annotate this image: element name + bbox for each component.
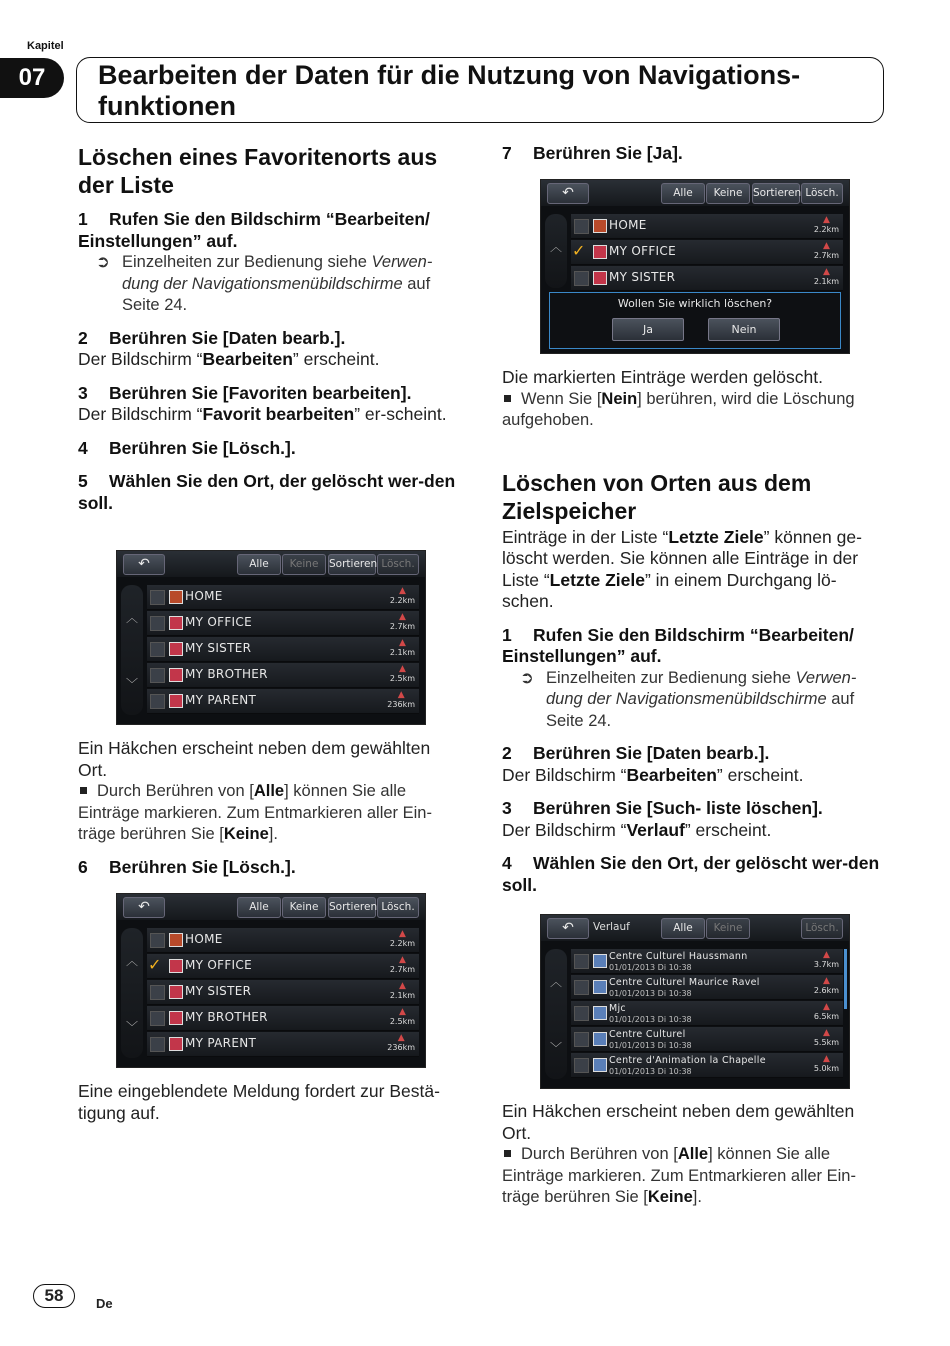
scroll-control[interactable]: [545, 949, 567, 1079]
right-column-mid: [502, 367, 887, 896]
history-title: Verlauf: [593, 921, 630, 933]
favorite-icon: [593, 271, 607, 285]
right-column-bottom: [502, 1101, 887, 1209]
flag-icon: [593, 1058, 607, 1072]
arrow-icon: ➲: [96, 253, 110, 271]
keine-button[interactable]: Keine: [706, 183, 750, 204]
paragraph-checkmark-2: Ein Häkchen erscheint neben dem gewählten Ort.: [502, 1101, 855, 1143]
losch-button[interactable]: Lösch.: [377, 897, 419, 918]
list-item[interactable]: MY PARENT ▲ 236km: [147, 1032, 419, 1057]
home-icon: [169, 590, 183, 604]
keine-button[interactable]: Keine: [282, 897, 326, 918]
list-item[interactable]: MY BROTHER ▲ 2.5km: [147, 663, 419, 688]
nav-screen-history: [540, 914, 850, 1089]
favorite-icon: [169, 642, 183, 656]
favorite-icon: [169, 1037, 183, 1051]
checkmark-icon: ✓: [572, 241, 586, 260]
favorite-icon: [169, 985, 183, 999]
back-button[interactable]: ↶: [123, 897, 165, 918]
flag-icon: [593, 980, 607, 994]
chevron-up-icon[interactable]: ︿: [125, 954, 138, 968]
note-r1: ➲ Einzelheiten zur Bedienung siehe Verwen-dung der Navigationsmenübildschirme auf Seite 24.: [520, 668, 857, 730]
section-title-history: Löschen von Orten aus dem Zielspeicher: [502, 469, 812, 524]
history-item[interactable]: Mjc 01/01/2013 Di 10:38 ▲ 6.5km: [571, 1001, 843, 1026]
favorite-icon: [169, 668, 183, 682]
sortieren-button[interactable]: Sortieren: [752, 183, 800, 204]
losch-button[interactable]: Lösch.: [801, 918, 843, 939]
chevron-down-icon[interactable]: ﹀: [125, 1020, 138, 1034]
alle-button[interactable]: Alle: [661, 918, 705, 939]
step-1: 1 Rufen Sie den Bildschirm “Bearbeiten/ Einstellungen” auf.: [78, 209, 430, 251]
step-3: 3 Berühren Sie [Favoriten bearbeiten].: [78, 382, 412, 403]
chapter-label: Kapitel: [27, 40, 64, 52]
list-item[interactable]: MY BROTHER ▲ 2.5km: [147, 1006, 419, 1031]
scrollbar[interactable]: [844, 949, 847, 1009]
step-r4: 4 Wählen Sie den Ort, der gelöscht wer-den soll.: [502, 853, 880, 895]
list-item[interactable]: MY PARENT ▲ 236km: [147, 689, 419, 714]
dialog-message: Wollen Sie wirklich löschen?: [617, 297, 773, 310]
scroll-control[interactable]: [121, 928, 143, 1058]
step-4: 4 Berühren Sie [Lösch.].: [78, 437, 296, 458]
favorite-icon: [593, 245, 607, 259]
section-title-favorites: Löschen eines Favoritenorts aus der Liste: [78, 144, 438, 198]
step-6: 6 Berühren Sie [Lösch.].: [78, 856, 296, 877]
step-r1: 1 Rufen Sie den Bildschirm “Bearbeiten/ Einstellungen” auf.: [502, 624, 854, 666]
step-5: 5 Wählen Sie den Ort, der gelöscht wer-den soll.: [78, 471, 456, 513]
keine-button[interactable]: Keine: [282, 554, 326, 575]
step-r3: 3 Berühren Sie [Such- liste löschen].: [502, 798, 823, 818]
scroll-control[interactable]: [121, 585, 143, 715]
scroll-control[interactable]: [545, 214, 567, 288]
list-item[interactable]: MY SISTER ▲ 2.1km: [147, 637, 419, 662]
back-button[interactable]: ↶: [123, 554, 165, 575]
note-1: ➲ Einzelheiten zur Bedienung siehe Verwen-dung der Navigationsmenübildschirme auf Seite 24.: [96, 253, 433, 314]
chevron-up-icon[interactable]: ︿: [125, 611, 138, 625]
home-icon: [169, 933, 183, 947]
list-item[interactable]: HOME ▲ 2.2km: [571, 214, 843, 239]
screen-toolbar: [541, 180, 849, 206]
left-column: [78, 143, 463, 514]
flag-icon: [593, 1032, 607, 1046]
alle-button[interactable]: Alle: [237, 554, 281, 575]
nav-screen-select: [116, 550, 426, 725]
losch-button[interactable]: Lösch.: [377, 554, 419, 575]
screen-toolbar: [541, 915, 849, 941]
favorite-icon: [169, 1011, 183, 1025]
list-item[interactable]: ✓ MY OFFICE ▲ 2.7km: [571, 240, 843, 265]
losch-button[interactable]: Lösch.: [801, 183, 843, 204]
history-item[interactable]: Centre d'Animation la Chapelle 01/01/2013 Di 10:38 ▲ 5.0km: [571, 1053, 843, 1078]
chevron-up-icon[interactable]: ︿: [549, 975, 562, 989]
list-item[interactable]: HOME ▲ 2.2km: [147, 585, 419, 610]
chevron-down-icon[interactable]: ﹀: [549, 1041, 562, 1055]
paragraph-checkmark: Ein Häkchen erscheint neben dem gewählten Ort.: [78, 738, 431, 780]
nav-screen-checked: [116, 893, 426, 1068]
screen-toolbar: [117, 551, 425, 577]
sortieren-button[interactable]: Sortieren: [328, 554, 376, 575]
list-item[interactable]: MY SISTER ▲ 2.1km: [571, 266, 843, 291]
home-icon: [593, 219, 607, 233]
left-column-bottom: [78, 1081, 463, 1124]
no-button[interactable]: Nein: [708, 318, 780, 341]
alle-button[interactable]: Alle: [237, 897, 281, 918]
history-item[interactable]: Centre Culturel Maurice Ravel 01/01/2013 Di 10:38 ▲ 2.6km: [571, 975, 843, 1000]
step-2: 2 Berühren Sie [Daten bearb.].: [78, 327, 346, 348]
step-2-body: Der Bildschirm “Bearbeiten” erscheint.: [78, 349, 380, 369]
chapter-number: 07: [0, 58, 64, 98]
chevron-down-icon[interactable]: ﹀: [125, 677, 138, 691]
step-7: 7 Berühren Sie [Ja].: [502, 143, 683, 163]
favorite-icon: [169, 694, 183, 708]
paragraph-deleted: Die markierten Einträge werden gelöscht.: [502, 367, 823, 387]
confirm-dialog: [549, 292, 841, 349]
right-column-top: [502, 143, 887, 165]
alle-button[interactable]: Alle: [661, 183, 705, 204]
bullet-alle: Durch Berühren von [Alle] können Sie alle Einträge markieren. Zum Entmarkieren aller Ein-träge berühren Sie [Keine].: [78, 782, 432, 843]
bullet-alle-2: Durch Berühren von [Alle] können Sie alle Einträge markieren. Zum Entmarkieren aller Ein-träge berühren Sie [Keine].: [502, 1145, 856, 1206]
step-r3-body: Der Bildschirm “Verlauf” erscheint.: [502, 819, 772, 840]
history-item[interactable]: Centre Culturel 01/01/2013 Di 10:38 ▲ 5.5km: [571, 1027, 843, 1052]
favorite-icon: [169, 616, 183, 630]
step-r2: 2 Berühren Sie [Daten bearb.].: [502, 743, 770, 763]
list-item[interactable]: ✓ MY OFFICE ▲ 2.7km: [147, 954, 419, 979]
paragraph-intro: Einträge in der Liste “Letzte Ziele” können ge-löscht werden. Sie können alle Einträge in der Liste “Letzte Ziele” in einem Durchgang lö-schen.: [502, 526, 862, 611]
back-button[interactable]: ↶: [547, 918, 589, 939]
yes-button[interactable]: Ja: [612, 318, 684, 341]
arrow-icon: ➲: [520, 668, 534, 687]
language-code: De: [96, 1296, 113, 1311]
screen-toolbar: [117, 894, 425, 920]
step-3-body: Der Bildschirm “Favorit bearbeiten” er-scheint.: [78, 404, 447, 424]
back-button[interactable]: ↶: [547, 183, 589, 204]
step-r2-body: Der Bildschirm “Bearbeiten” erscheint.: [502, 764, 804, 785]
chevron-up-icon[interactable]: ︿: [549, 240, 562, 254]
history-item[interactable]: Centre Culturel Haussmann 01/01/2013 Di 10:38 ▲ 3.7km: [571, 949, 843, 974]
favorite-icon: [169, 959, 183, 973]
list-item[interactable]: MY OFFICE ▲ 2.7km: [147, 611, 419, 636]
page-number: 58: [33, 1284, 75, 1308]
left-column-lower: [78, 738, 463, 878]
page-title: Bearbeiten der Daten für die Nutzung von Navigations-funktionen: [98, 60, 801, 121]
flag-icon: [593, 1006, 607, 1020]
nav-screen-dialog: [540, 179, 850, 354]
paragraph-confirm: Eine eingeblendete Meldung fordert zur Bestä-tigung auf.: [78, 1081, 440, 1123]
list-item[interactable]: MY SISTER ▲ 2.1km: [147, 980, 419, 1005]
list-item[interactable]: HOME ▲ 2.2km: [147, 928, 419, 953]
sortieren-button[interactable]: Sortieren: [328, 897, 376, 918]
keine-button[interactable]: Keine: [706, 918, 750, 939]
checkmark-icon: ✓: [148, 955, 162, 974]
bullet-nein: Wenn Sie [Nein] berühren, wird die Löschung aufgehoben.: [502, 389, 855, 429]
flag-icon: [593, 954, 607, 968]
